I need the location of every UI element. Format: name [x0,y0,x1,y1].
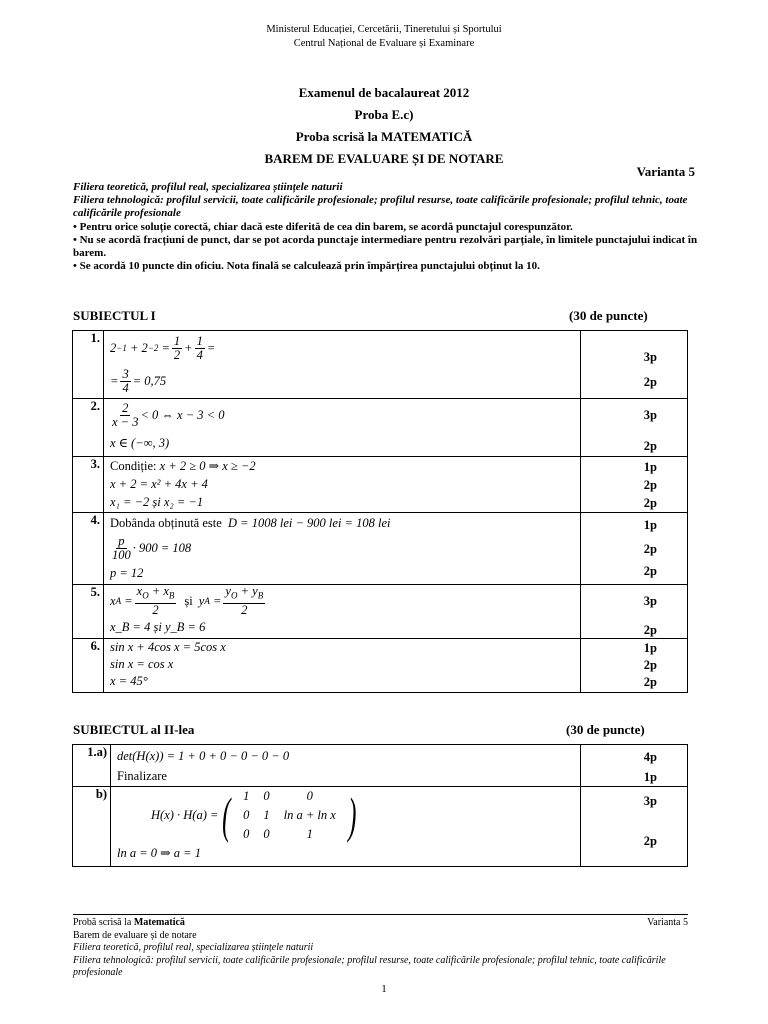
item-number: 1.a) [73,745,111,787]
item-number: 3. [73,457,104,513]
points-value: 2p [643,834,657,848]
item-number: 2. [73,399,104,457]
points-value: 2p [643,496,657,510]
equation: sin x = cos x [110,657,174,671]
item-points [581,399,688,457]
equation: sin x + 4cos x = 5cos x [110,640,226,654]
section2-table [72,744,688,867]
points-value: 3p [643,794,657,808]
ministry-name: Ministerul Educației, Cercetării, Tineretului și Sportului [266,24,502,35]
interest-text: Dobânda obținută este [110,515,222,530]
condition-line [110,457,580,475]
equation: x = 45° [110,674,148,688]
section1-points: (30 de puncte) [569,308,648,323]
table-row [73,399,688,457]
bullet-1: • Pentru orice soluție corectă, chiar dacă este diferită de cea din barem, se acordă punctajul corespunzător. [73,220,573,233]
footer-barem: Barem de evaluare și de notare [73,929,197,941]
item-points [581,513,688,585]
document-header [0,23,768,51]
bullet-2: • Nu se acordă fracțiuni de punct, dar se pot acorda punctaje intermediare pentru rezolvări parțiale, în limitele punctajului indicat în barem. [73,233,698,260]
item-number: b) [73,787,111,867]
equation: x_B = 4 și y_B = 6 [110,619,206,634]
footer-filiera-teoretica: Filiera teoretică, profilul real, specializarea științele naturii [73,942,314,953]
item-number: 1. [73,331,104,399]
footer-subject-name: Matematică [133,917,185,928]
matrix-cell: 0 [306,788,313,803]
condition-label: Condiție: [110,458,157,473]
item-solution [104,399,581,457]
table-row [73,639,688,693]
equation: x₁ = −2 și x₂ = −1 [110,494,204,509]
item-points [581,745,688,787]
matrix-equation [117,787,580,843]
equation: $\frac{2}{x - 3}$ < 0 ⇔ x − 3 < 0 [112,400,225,429]
finalize-text: Finalizare [117,768,167,783]
item-solution [104,513,581,585]
bullet-3: • Se acordă 10 puncte din oficiu. Nota finală se calculează prin împărțirea punctajului obținut la 10. [73,260,540,273]
conjunction: și [184,593,193,608]
page-footer [73,914,688,980]
equation: D = 1008 lei − 900 lei = 108 lei [228,515,391,530]
exam-title: Examenul de bacalaureat 2012 [298,85,470,100]
table-row [73,585,688,639]
subject-title: Proba scrisă la MATEMATICĂ [295,129,473,144]
proba-title: Proba E.c) [354,107,414,122]
page-number: 1 [381,983,387,995]
intro-block [73,181,703,273]
points-value: 3p [643,350,657,364]
points-value: 2p [643,542,657,556]
footer-subject [73,917,185,930]
center-name: Centrul Național de Evaluare și Examinare [293,38,475,49]
points-value: 2p [643,564,657,578]
points-value: 3p [643,408,657,422]
table-row [73,513,688,585]
item-points [581,457,688,513]
matrix-cell: 0 [263,826,270,841]
footer-variant: Varianta 5 [647,917,688,928]
points-value: 2p [643,675,657,689]
matrix-cell: 1 [243,788,250,803]
item-number: 6. [73,639,104,693]
item-number: 4. [73,513,104,585]
points-value: 2p [643,439,657,453]
matrix-cell: 0 [243,807,250,822]
section2-title: SUBIECTUL al II-lea [73,722,195,737]
points-value: 1p [643,518,657,532]
section2-points: (30 de puncte) [566,722,645,737]
variant-label: Varianta 5 [636,164,695,179]
equation: det(H(x)) = 1 + 0 + 0 − 0 − 0 − 0 [117,748,290,763]
points-value: 4p [643,750,657,764]
item-solution [104,585,581,639]
equation: x ∈ (−∞, 3) [110,436,170,450]
filiera-teoretica: Filiera teoretică, profilul real, specializarea științele naturii [73,181,343,193]
item-solution [104,457,581,513]
matrix-cell: 1 [306,826,313,841]
footer-filiera-tehnologica: Filiera tehnologică: profilul servicii, toate calificările profesionale; profilul resurse, toate calificările profesionale; profilul tehnic, toate calificările profesionale [73,954,666,978]
points-value: 1p [643,641,657,655]
table-row [73,787,688,867]
points-value: 2p [643,478,657,492]
footer-first-line [73,917,688,930]
item-solution [104,331,581,399]
result-matrix: ( 1 0 0 0 1 ln a + ln x 0 0 1 ) [222,787,357,843]
equation: 2 −1 + 2 −2 = $\frac{1}{2}$ + $\frac{1}{4}$ = [110,333,216,362]
points-value: 2p [643,623,657,637]
item-points [581,639,688,693]
matrix-cell: 0 [263,788,270,803]
equation: x + 2 ≥ 0 ⇒ x ≥ −2 [159,459,256,473]
filiera-tehnologica: Filiera tehnologică: profilul servicii, toate calificările profesionale; profilul resurse, toate calificările profesionale; profilul tehnic, toate calificările profesionale [73,194,688,220]
matrix-cell: ln a + ln x [283,807,336,822]
section1-title: SUBIECTUL I [73,308,156,323]
item-solution [104,639,581,693]
section1-table [72,330,688,693]
table-row [73,331,688,399]
points-value: 1p [643,460,657,474]
equation: x A = $\frac{x_O + x_B}{2}$ și y A = $\frac{y_O + y_B}{2}$ [110,584,264,617]
item-solution [111,745,581,787]
item-points [581,331,688,399]
matrix-cell: 1 [263,807,270,822]
footer-rule [73,914,688,915]
barem-title: BAREM DE EVALUARE ȘI DE NOTARE [264,151,504,166]
item-points [581,787,688,867]
points-value: 3p [643,594,657,608]
points-value: 2p [643,658,657,672]
table-row [73,457,688,513]
title-block [0,82,768,170]
equation: p = 12 [110,565,144,580]
item-points [581,585,688,639]
interest-line [110,513,580,533]
equation-part: · 900 = 108 [132,540,192,555]
equation: = $\frac{3}{4}$ = 0,75 [110,367,167,395]
equation: $\frac{p}{100}$ · 900 = 108 [112,533,192,562]
equation: x + 2 = x² + 4x + 4 [110,476,208,491]
item-solution [111,787,581,867]
equation: ln a = 0 ⇒ a = 1 [117,846,201,860]
table-row [73,745,688,787]
item-number: 5. [73,585,104,639]
points-value: 2p [643,375,657,389]
points-value: 1p [643,770,657,784]
matrix-cell: 0 [243,826,250,841]
footer-subject-prefix: Probă scrisă la [73,917,134,928]
equation-lhs: H(x) · H(a) = [151,807,219,822]
